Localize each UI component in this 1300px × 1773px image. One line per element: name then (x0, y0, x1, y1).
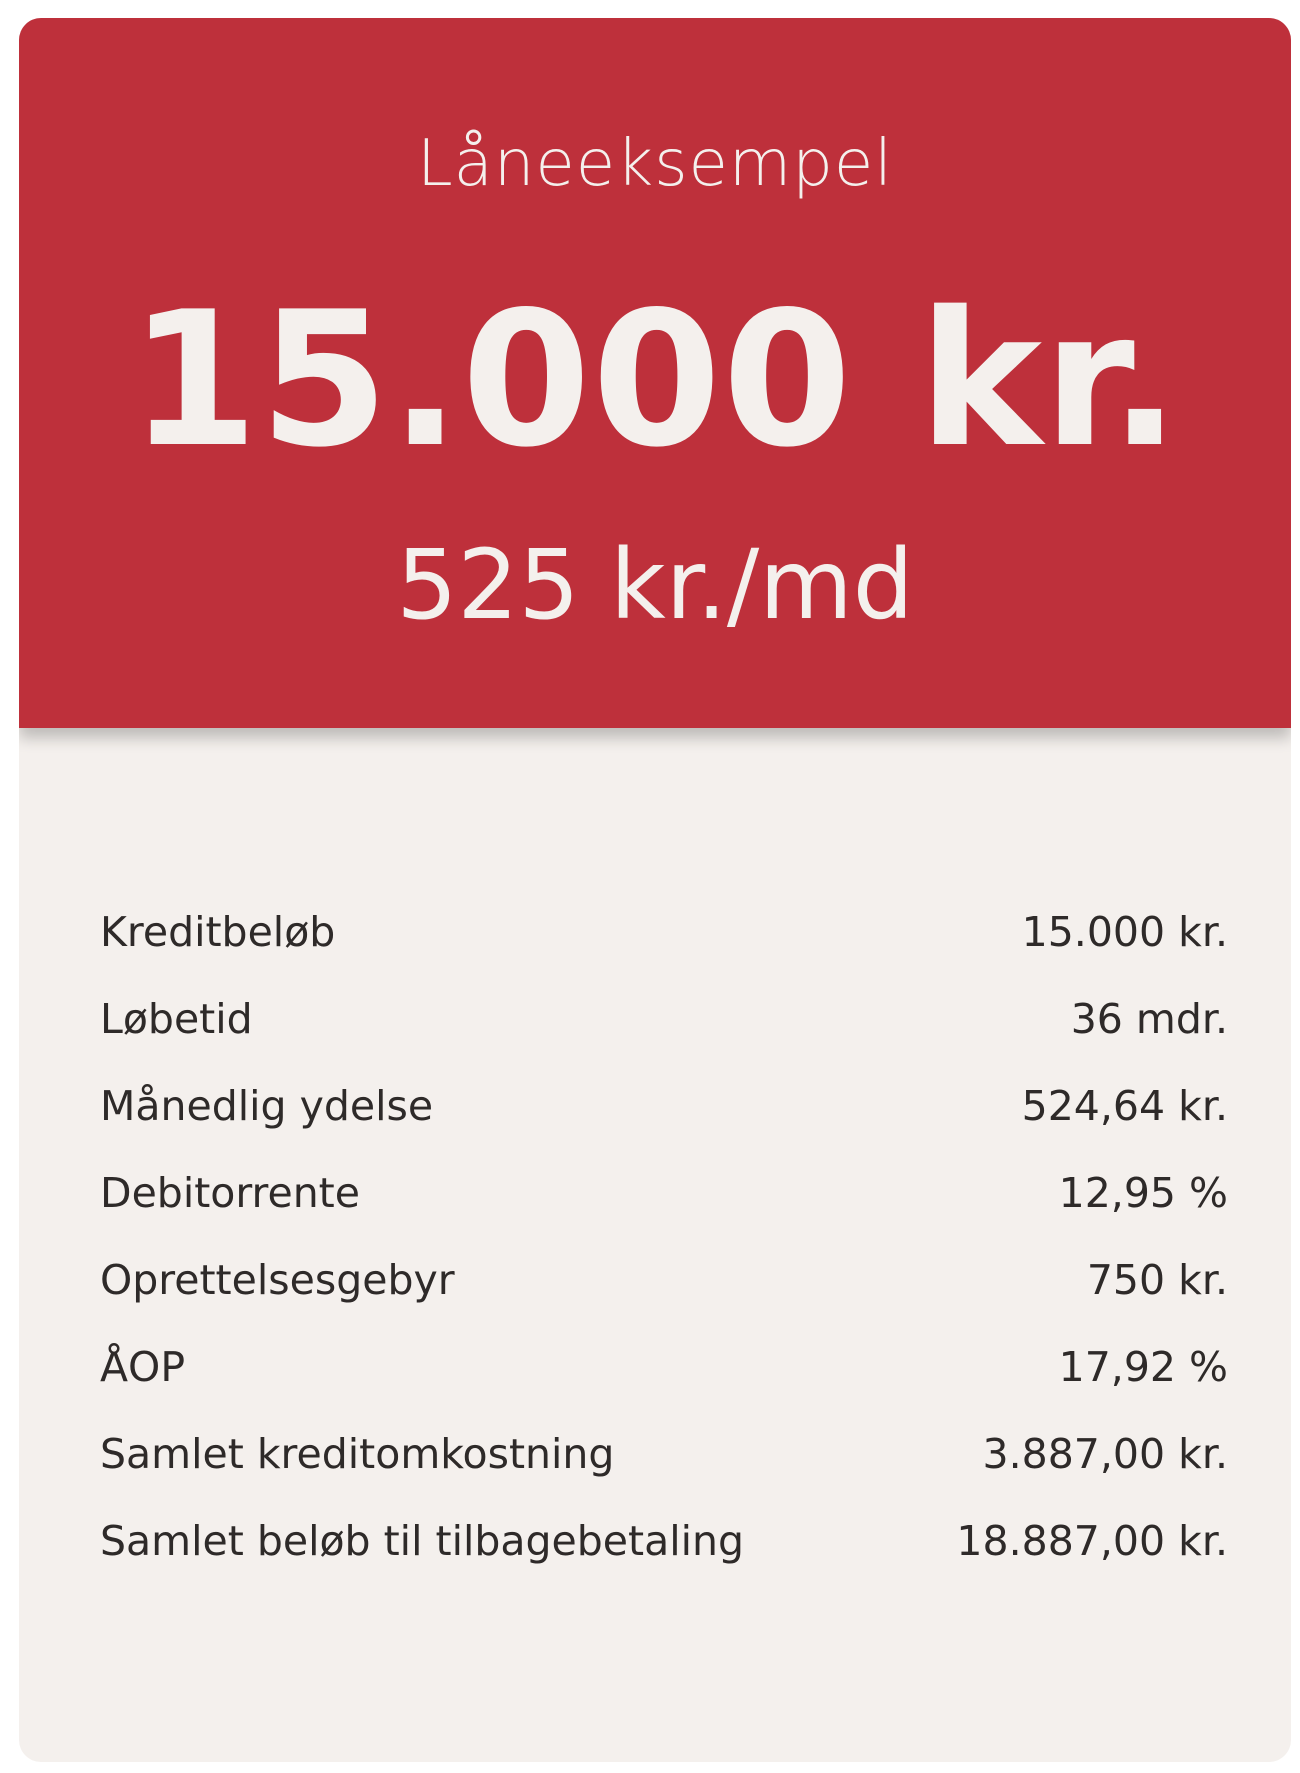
detail-value: 3.887,00 kr. (982, 1429, 1228, 1478)
detail-label: Kreditbeløb (100, 907, 336, 956)
detail-label: Samlet kreditomkostning (100, 1429, 615, 1478)
detail-label: ÅOP (100, 1342, 186, 1391)
detail-value: 36 mdr. (1070, 994, 1228, 1043)
loan-title: Låneeksempel (416, 127, 894, 201)
detail-label: Debitorrente (100, 1168, 360, 1217)
monthly-payment: 525 kr./md (396, 529, 914, 641)
detail-value: 12,95 % (1058, 1168, 1228, 1217)
loan-header (19, 18, 1291, 728)
loan-details-list (100, 888, 1228, 1584)
detail-row-apr (100, 1323, 1228, 1410)
detail-value: 524,64 kr. (1021, 1081, 1228, 1130)
detail-row-total-credit-cost (100, 1410, 1228, 1497)
detail-row-setup-fee (100, 1236, 1228, 1323)
detail-label: Oprettelsesgebyr (100, 1255, 455, 1304)
detail-row-monthly-payment (100, 1062, 1228, 1149)
detail-label: Samlet beløb til tilbagebetaling (100, 1516, 744, 1565)
detail-label: Månedlig ydelse (100, 1081, 434, 1130)
detail-value: 17,92 % (1058, 1342, 1228, 1391)
loan-amount: 15.000 kr. (128, 271, 1182, 488)
detail-value: 18.887,00 kr. (956, 1516, 1228, 1565)
detail-value: 15.000 kr. (1021, 907, 1228, 956)
detail-value: 750 kr. (1086, 1255, 1228, 1304)
detail-label: Løbetid (100, 994, 253, 1043)
detail-row-total-repayment (100, 1497, 1228, 1584)
loan-example-card (19, 18, 1291, 1762)
detail-row-credit-amount (100, 888, 1228, 975)
detail-row-debit-interest (100, 1149, 1228, 1236)
detail-row-term (100, 975, 1228, 1062)
